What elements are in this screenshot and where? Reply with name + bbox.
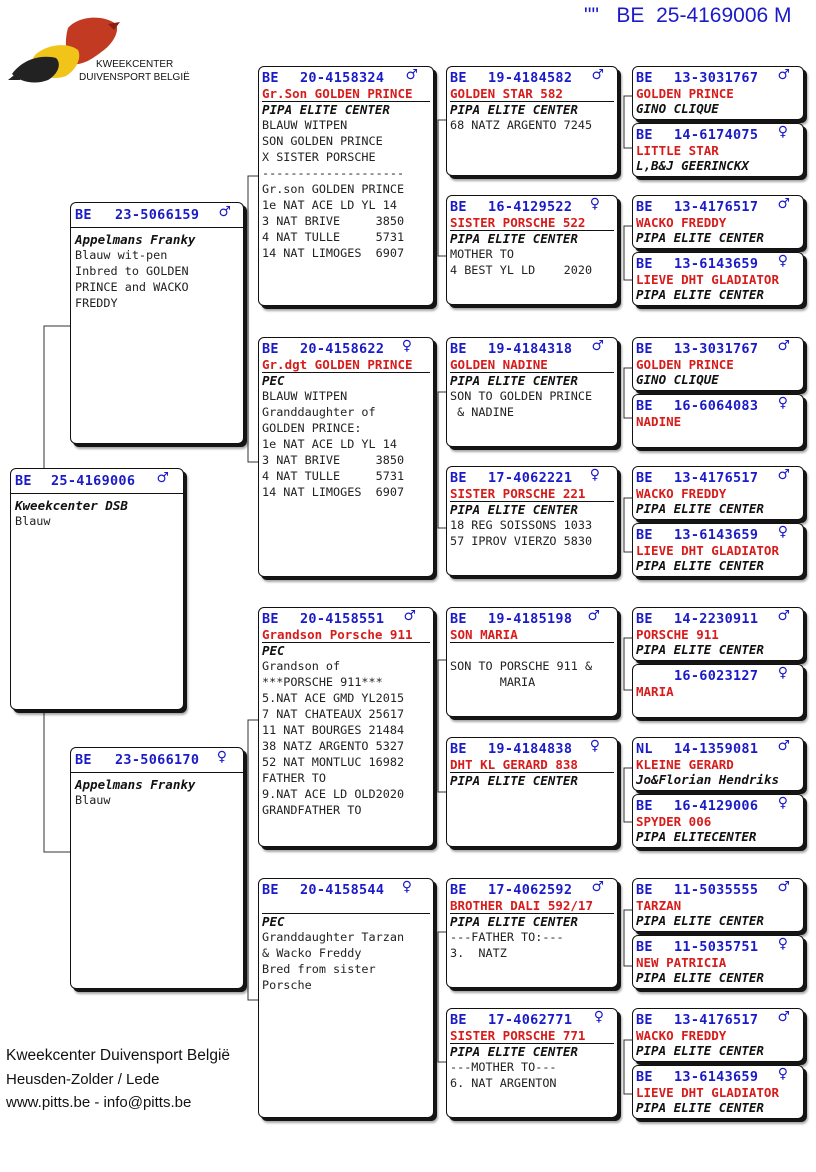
owner: PIPA ELITE CENTER [636,1100,764,1115]
country-code: BE [450,882,467,898]
female-icon: ♀ [589,738,600,754]
country-code: BE [636,199,653,215]
male-icon: ♂ [777,879,790,895]
female-icon: ♀ [401,338,412,354]
pigeon-name: MARIA [636,684,674,699]
owner: PIPA ELITECENTER [636,829,757,844]
pigeon-name: DHT KL GERARD 838 [450,757,614,773]
pigeon-card-mm[interactable] [258,878,434,1118]
pigeon-card-g4[interactable] [632,252,804,306]
ring-number: 13-3031767 [674,341,759,357]
ring-number: 13-6143659 [674,527,759,543]
pigeon-notes: ---MOTHER TO--- 6. NAT ARGENTON [450,1060,557,1090]
ring-number: 19-4184318 [488,341,573,357]
country-code: BE [636,1069,653,1085]
ring-number: 13-4176517 [674,199,759,215]
logo-text-line1: KWEEKCENTER [96,59,174,70]
pigeon-notes: ---FATHER TO:--- 3. NATZ [450,930,564,960]
pigeon-name: LIEVE DHT GLADIATOR [636,1085,779,1100]
pigeon-name: KLEINE GERARD [636,757,734,772]
pigeon-card-g2[interactable] [632,123,804,177]
pigeon-name: LIEVE DHT GLADIATOR [636,272,779,287]
owner: GINO CLIQUE [636,101,719,116]
owner: PEC [262,914,285,929]
pigeon-card-g7[interactable] [632,466,804,520]
pigeon-name: WACKO FREDDY [636,1028,727,1043]
male-icon: ♂ [591,338,604,354]
female-icon: ♀ [777,795,788,811]
logo-text-line2: DUIVENSPORT BELGIË [79,72,190,83]
pigeon-notes: BLAUW WITPEN SON GOLDEN PRINCE X SISTER PORSCHE -------------------- Gr.son GOLDEN PRINCE 1e NAT ACE LD YL 14 3 NAT BRIVE 3850 4 NAT TULLE 5731 14 NAT LIMOGES 6907 [262,118,405,260]
female-icon: ♀ [777,253,788,269]
footer-contact[interactable]: www.pitts.be - info@pitts.be [6,1094,192,1111]
country-code: BE [262,611,279,627]
owner: PIPA ELITE CENTER [636,230,764,245]
pigeon-name: GOLDEN STAR 582 [450,86,614,102]
country-code: NL [636,741,653,757]
male-icon: ♂ [218,204,231,220]
country-code: BE [450,70,467,86]
pigeon-name: GOLDEN PRINCE [636,86,734,101]
pigeon-notes: Grandson of ***PORSCHE 911*** 5.NAT ACE GMD YL2015 7 NAT CHATEAUX 25617 11 NAT BOURGES 21484 38 NATZ ARGENTO 5327 52 NAT MONTLUC 16982 FATHER TO 9.NAT ACE LD OLD2020 GRANDFATHER TO [262,659,405,817]
pigeon-notes: SON TO GOLDEN PRINCE & NADINE [450,389,593,419]
pigeon-card-mother[interactable] [70,747,244,989]
country-code: BE [636,127,653,143]
owner: PIPA ELITE CENTER [636,558,764,573]
footer-company-name: Kweekcenter Duivensport België [6,1047,231,1064]
country-code: BE [636,939,653,955]
pigeon-notes: BLAUW WITPEN Granddaughter of GOLDEN PRINCE: 1e NAT ACE LD YL 14 3 NAT BRIVE 3850 4 NAT TULLE 5731 14 NAT LIMOGES 6907 [262,389,405,499]
pigeon-notes: Blauw [75,793,111,807]
ring-number: 17-4062592 [488,882,573,898]
country-code: BE [75,752,92,768]
pigeon-name: SON MARIA [450,627,614,643]
country-code: BE [450,1012,467,1028]
pigeon-name: LIEVE DHT GLADIATOR [636,543,779,558]
female-icon: ♀ [589,467,600,483]
pedigree-header-ring: "" BE 25-4169006 M [584,4,792,27]
country-code: BE [15,473,32,489]
country-code: BE [636,798,653,814]
pigeon-card-g12[interactable] [632,794,804,848]
country-code: BE [636,256,653,272]
owner: PEC [262,643,285,658]
owner: PIPA ELITE CENTER [636,642,764,657]
male-icon: ♂ [777,67,790,83]
pigeon-card-fmm[interactable] [446,466,618,576]
female-icon: ♀ [401,879,412,895]
pigeon-card-father[interactable] [70,202,244,444]
pigeon-name: WACKO FREDDY [636,215,727,230]
pigeon-name: SPYDER 006 [636,814,712,829]
pigeon-name: PORSCHE 911 [636,627,719,642]
owner: L,B&J GEERINCKX [636,158,749,173]
pigeon-name [262,898,430,914]
pigeon-notes: MOTHER TO 4 BEST YL LD 2020 [450,247,593,277]
pigeon-card-g10[interactable] [632,664,804,718]
ring-number: 17-4062771 [488,1012,573,1028]
pigeon-notes: 68 NATZ ARGENTO 7245 [450,118,593,132]
ring-number: 25-4169006 [51,473,136,489]
owner: Kweekcenter DSB [15,498,128,513]
ring-number: 16-6023127 [674,668,759,684]
country-code: BE [450,470,467,486]
pigeon-card-ff[interactable] [258,66,434,306]
owner: Jo&Florian Hendriks [636,772,779,787]
owner: PIPA ELITE CENTER [450,914,578,929]
pigeon-name: GOLDEN PRINCE [636,357,734,372]
female-icon: ♀ [216,749,227,765]
country-code: BE [262,882,279,898]
female-icon: ♀ [777,524,788,540]
pigeon-name: TARZAN [636,898,682,913]
owner: PIPA ELITE CENTER [636,287,764,302]
country-code: BE [450,611,467,627]
pigeon-name: SISTER PORSCHE 522 [450,215,614,231]
pigeon-card-g6[interactable] [632,394,804,448]
ring-number: 13-6143659 [674,256,759,272]
country-code: BE [450,341,467,357]
male-icon: ♂ [777,196,790,212]
owner: PIPA ELITE CENTER [636,913,764,928]
country-code: BE [636,611,653,627]
ring-number: 14-6174075 [674,127,759,143]
ring-number: 23-5066170 [115,752,200,768]
owner: GINO CLIQUE [636,372,719,387]
owner: PIPA ELITE CENTER [450,231,578,246]
female-icon: ♀ [777,665,788,681]
ring-number: 13-3031767 [674,70,759,86]
male-icon: ♂ [777,608,790,624]
ring-number: 20-4158544 [300,882,385,898]
pigeon-notes: SON TO PORSCHE 911 & MARIA [450,659,593,689]
ring-number: 16-4129006 [674,798,759,814]
pigeon-card-ffm[interactable] [446,195,618,305]
pigeon-card-mff[interactable] [446,607,618,717]
country-code: BE [636,882,653,898]
pigeon-card-mfm[interactable] [446,737,618,847]
pigeon-name: SISTER PORSCHE 771 [450,1028,614,1044]
ring-number: 19-4184582 [488,70,573,86]
pigeon-card-g1[interactable] [632,66,804,120]
country-code: BE [262,341,279,357]
owner: Appelmans Franky [75,232,196,247]
owner: PIPA ELITE CENTER [636,1043,764,1058]
pigeon-notes: Blauw wit-pen Inbred to GOLDEN PRINCE and WACKO FREDDY [75,248,189,310]
country-code: BE [636,527,653,543]
owner: PIPA ELITE CENTER [450,773,578,788]
country-code: BE [75,207,92,223]
pigeon-card-fm[interactable] [258,337,434,577]
owner: PIPA ELITE CENTER [450,1044,578,1059]
male-icon: ♂ [156,470,169,486]
ring-number: 23-5066159 [115,207,200,223]
male-icon: ♂ [587,608,600,624]
owner: Appelmans Franky [75,777,196,792]
owner: PIPA ELITE CENTER [636,501,764,516]
country-code: BE [636,70,653,86]
owner: PIPA ELITE CENTER [450,102,578,117]
pigeon-card-g15[interactable] [632,1008,804,1062]
pigeon-card-g13[interactable] [632,878,804,932]
country-code: BE [636,470,653,486]
owner: PEC [262,373,285,388]
ring-number: 20-4158622 [300,341,385,357]
pigeon-name: Grandson Porsche 911 [262,627,430,643]
pigeon-name: NADINE [636,414,682,429]
pigeon-card-mmm[interactable] [446,1008,618,1118]
owner: PIPA ELITE CENTER [450,502,578,517]
owner [450,643,614,658]
male-icon: ♂ [403,608,416,624]
pigeon-name: BROTHER DALI 592/17 [450,898,614,914]
ring-number: 16-4129522 [488,199,573,215]
ring-number: 19-4185198 [488,611,573,627]
footer-location: Heusden-Zolder / Lede [6,1071,160,1088]
pigeon-card-g16[interactable] [632,1065,804,1119]
country-code: BE [450,741,467,757]
pigeon-name: Gr.Son GOLDEN PRINCE [262,86,430,102]
pigeon-card-main[interactable] [10,468,184,710]
pigeon-card-g5[interactable] [632,337,804,391]
ring-number: 20-4158324 [300,70,385,86]
ring-number: 13-6143659 [674,1069,759,1085]
country-code: BE [636,398,653,414]
male-icon: ♂ [777,1009,790,1025]
pigeon-name: LITTLE STAR [636,143,719,158]
pigeon-card-fff[interactable] [446,66,618,176]
male-icon: ♂ [777,738,790,754]
ring-number: 13-4176517 [674,470,759,486]
male-icon: ♂ [777,467,790,483]
ring-number: 20-4158551 [300,611,385,627]
country-code: BE [636,341,653,357]
ring-number: 14-1359081 [674,741,759,757]
pigeon-notes: Granddaughter Tarzan & Wacko Freddy Bred from sister Porsche [262,930,405,992]
pigeon-card-g9[interactable] [632,607,804,661]
country-code: BE [450,199,467,215]
ring-number: 14-2230911 [674,611,759,627]
male-icon: ♂ [591,67,604,83]
ring-number: 17-4062221 [488,470,573,486]
pigeon-name: Gr.dgt GOLDEN PRINCE [262,357,430,373]
ring-number: 13-4176517 [674,1012,759,1028]
owner: PIPA ELITE CENTER [450,373,578,388]
owner: PIPA ELITE CENTER [262,102,390,117]
ring-number: 11-5035751 [674,939,759,955]
pigeon-card-g11[interactable] [632,737,804,791]
pigeon-card-mf[interactable] [258,607,434,847]
pigeon-card-g3[interactable] [632,195,804,249]
male-icon: ♂ [405,67,418,83]
pigeon-name: NEW PATRICIA [636,955,727,970]
female-icon: ♀ [593,1009,604,1025]
ring-number: 19-4184838 [488,741,573,757]
female-icon: ♀ [777,1066,788,1082]
ring-number: 16-6064083 [674,398,759,414]
owner: PIPA ELITE CENTER [636,970,764,985]
country-code: BE [636,1012,653,1028]
male-icon: ♂ [591,879,604,895]
pigeon-notes: Blauw [15,514,51,528]
female-icon: ♀ [777,395,788,411]
pigeon-card-mmf[interactable] [446,878,618,988]
male-icon: ♂ [777,338,790,354]
pigeon-name: WACKO FREDDY [636,486,727,501]
pigeon-name: GOLDEN NADINE [450,357,614,373]
female-icon: ♀ [777,124,788,140]
female-icon: ♀ [589,196,600,212]
pigeon-notes: 18 REG SOISSONS 1033 57 IPROV VIERZO 5830 [450,518,593,548]
pigeon-card-g8[interactable] [632,523,804,577]
pigeon-card-g14[interactable] [632,935,804,989]
female-icon: ♀ [777,936,788,952]
pigeon-card-fmf[interactable] [446,337,618,447]
ring-number: 11-5035555 [674,882,759,898]
pigeon-name: SISTER PORSCHE 221 [450,486,614,502]
country-code: BE [262,70,279,86]
